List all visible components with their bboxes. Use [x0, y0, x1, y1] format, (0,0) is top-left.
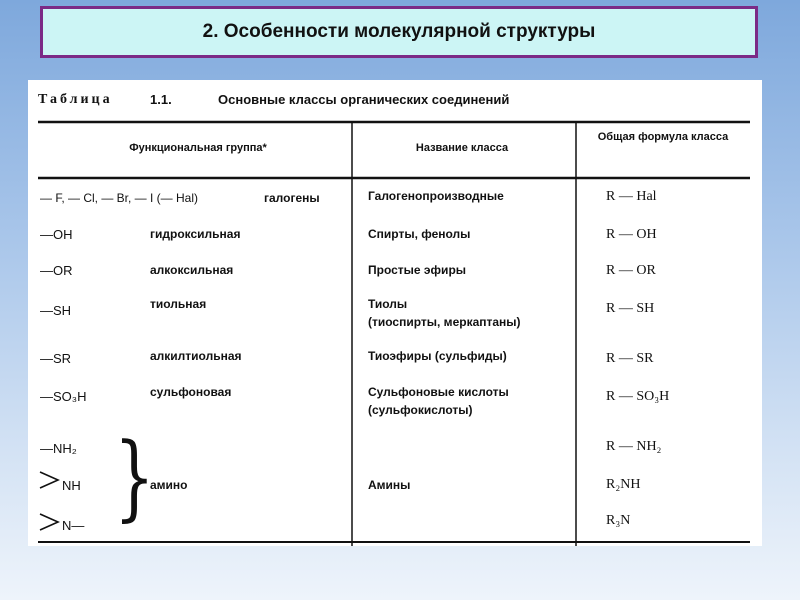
- group-n: N—: [62, 518, 85, 533]
- group-name-sh: тиольная: [150, 297, 207, 311]
- slide-title: 2. Особенности молекулярной структуры: [202, 21, 596, 42]
- formula-r2nh: R₂NH: [606, 477, 641, 492]
- formula-r3n: R₃N: [606, 513, 631, 528]
- group-name-so3h: сульфоновая: [150, 385, 232, 399]
- amine-brace: }: [114, 424, 155, 533]
- formula-nh2: R — NH₂: [606, 439, 662, 454]
- angle-mark-nh: [40, 472, 58, 488]
- group-nh: NH: [62, 478, 81, 493]
- group-name-oh: гидроксильная: [150, 227, 241, 241]
- class-sh: Тиолы: [368, 297, 408, 311]
- table-title: Основные классы органических соединений: [218, 92, 510, 107]
- class-so3h: Сульфоновые кислоты: [368, 385, 509, 399]
- class-sh-extra: (тиоспирты, меркаптаны): [368, 315, 521, 329]
- group-name-amino: амино: [150, 478, 188, 492]
- class-or: Простые эфиры: [368, 263, 467, 277]
- group-name-or: алкоксильная: [150, 263, 234, 277]
- class-amines: Амины: [368, 478, 411, 492]
- header-class: Название класса: [415, 142, 509, 154]
- class-oh: Спирты, фенолы: [368, 227, 471, 241]
- group-oh: —OH: [40, 227, 73, 242]
- formula-sh: R — SH: [606, 301, 655, 316]
- group-sr: —SR: [40, 351, 72, 366]
- group-or: —OR: [40, 263, 73, 278]
- formula-so3h: R — SO₃H: [606, 389, 670, 404]
- formula-or: R — OR: [606, 263, 656, 278]
- header-formula: Общая формула класса: [597, 131, 729, 143]
- group-so3h: —SO₃H: [40, 389, 87, 404]
- formula-halogen: R — Hal: [606, 189, 657, 204]
- angle-mark-n: [40, 514, 58, 530]
- slide-title-box: [40, 6, 758, 58]
- table-number: 1.1.: [150, 92, 172, 107]
- class-so3h-extra: (сульфокислоты): [368, 403, 473, 417]
- formula-oh: R — OH: [606, 227, 657, 242]
- formula-sr: R — SR: [606, 351, 654, 366]
- group-halogen: — F, — Cl, — Br, — I (— Hal): [40, 191, 199, 205]
- group-sh: —SH: [40, 303, 72, 318]
- table-scan: [28, 80, 762, 546]
- group-nh2: —NH₂: [40, 441, 77, 456]
- class-sr: Тиоэфиры (сульфиды): [368, 349, 507, 363]
- table-label: Таблица: [38, 92, 113, 107]
- header-group: Функциональная группа*: [129, 142, 267, 154]
- group-name-sr: алкилтиольная: [150, 349, 242, 363]
- class-halogen: Галогенопроизводные: [368, 189, 504, 203]
- group-name-halogen: галогены: [264, 191, 320, 205]
